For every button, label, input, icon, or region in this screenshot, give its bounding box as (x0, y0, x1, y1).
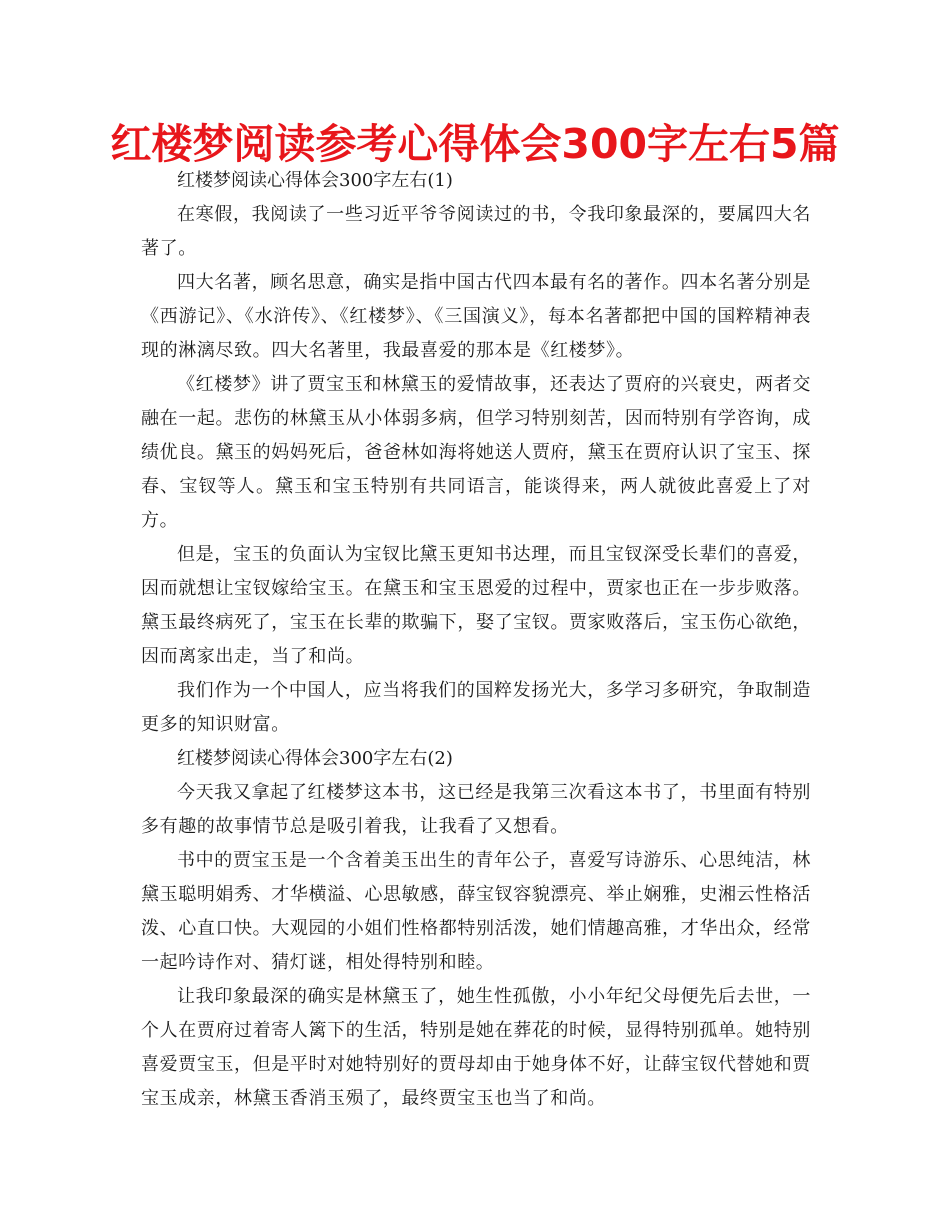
paragraph: 四大名著，顾名思意，确实是指中国古代四本最有名的著作。四本名著分别是《西游记》、《水浒传》、《红楼梦》、《三国演义》，每本名著都把中国的国粹精神表现的淋漓尽致。四大名著里，我最喜爱的那本是《红楼梦》。 (141, 272, 811, 361)
document-body (141, 164, 811, 1116)
paragraph: 今天我又拿起了红楼梦这本书，这已经是我第三次看这本书了，书里面有特别多有趣的故事情节总是吸引着我，让我看了又想看。 (141, 782, 811, 837)
paragraph: 书中的贾宝玉是一个含着美玉出生的青年公子，喜爱写诗游乐、心思纯洁，林黛玉聪明娟秀、才华横溢、心思敏感，薛宝钗容貌漂亮、举止娴雅，史湘云性格活泼、心直口快。大观园的小姐们性格都特别活泼，她们情趣高雅，才华出众，经常一起吟诗作对、猜灯谜，相处得特别和睦。 (141, 850, 811, 973)
document-title: 红楼梦阅读参考心得体会300字左右5篇 (110, 120, 840, 168)
paragraph: 让我印象最深的确实是林黛玉了，她生性孤傲，小小年纪父母便先后去世，一个人在贾府过着寄人篱下的生活，特别是她在葬花的时候，显得特别孤单。她特别喜爱贾宝玉，但是平时对她特别好的贾母却由于她身体不好，让薛宝钗代替她和贾宝玉成亲，林黛玉香消玉殒了，最终贾宝玉也当了和尚。 (141, 986, 811, 1109)
paragraph: 《红楼梦》讲了贾宝玉和林黛玉的爱情故事，还表达了贾府的兴衰史，两者交融在一起。悲伤的林黛玉从小体弱多病，但学习特别刻苦，因而特别有学咨询，成绩优良。黛玉的妈妈死后，爸爸林如海将她送人贾府，黛玉在贾府认识了宝玉、探春、宝钗等人。黛玉和宝玉特别有共同语言，能谈得来，两人就彼此喜爱上了对方。 (141, 374, 811, 531)
paragraph: 在寒假，我阅读了一些习近平爷爷阅读过的书，令我印象最深的，要属四大名著了。 (141, 204, 811, 259)
section-heading-1: 红楼梦阅读心得体会300字左右(1) (177, 170, 453, 191)
paragraph: 我们作为一个中国人，应当将我们的国粹发扬光大，多学习多研究，争取制造更多的知识财富。 (141, 680, 811, 735)
paragraph: 但是，宝玉的负面认为宝钗比黛玉更知书达理，而且宝钗深受长辈们的喜爱，因而就想让宝钗嫁给宝玉。在黛玉和宝玉恩爱的过程中，贾家也正在一步步败落。黛玉最终病死了，宝玉在长辈的欺骗下，娶了宝钗。贾家败落后，宝玉伤心欲绝，因而离家出走，当了和尚。 (141, 544, 811, 667)
section-heading-2: 红楼梦阅读心得体会300字左右(2) (177, 748, 453, 769)
